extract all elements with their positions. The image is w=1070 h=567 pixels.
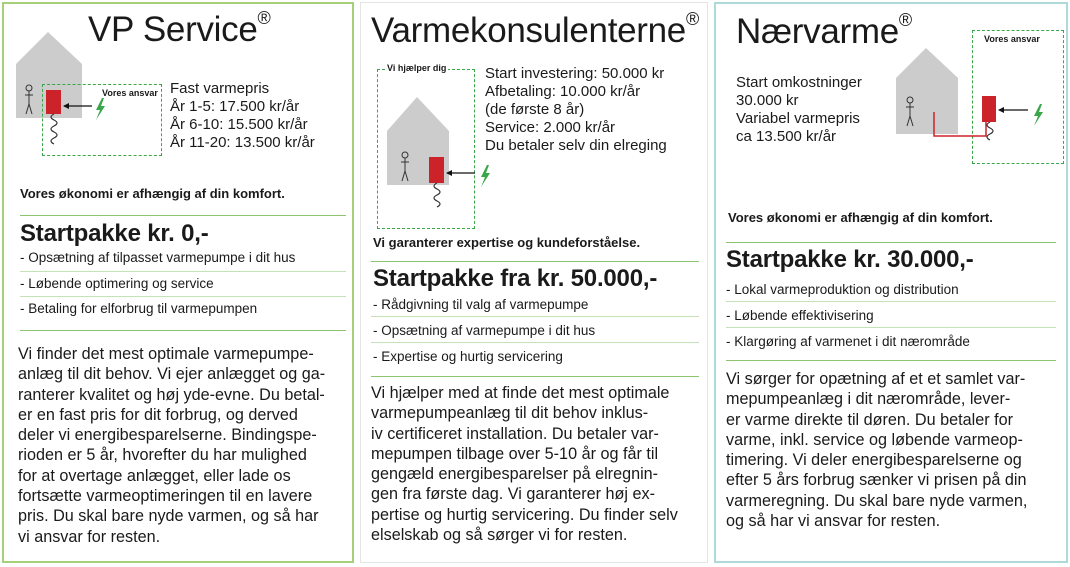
heat-pump-icon	[46, 90, 61, 114]
card-title: VP Service®	[88, 8, 271, 49]
district-pipe	[934, 112, 986, 136]
divider	[20, 296, 346, 297]
bullet-item: - Klargøring af varmenet i dit nærområde	[726, 334, 970, 349]
price-info: Start investering: 50.000 kr Afbetaling: 10.000 kr/år (de første 8 år) Service: 2.000 kr/år Du betaler selv din elreging	[485, 65, 667, 154]
price-info: Fast varmepris År 1-5: 17.500 kr/år År 6-10: 15.500 kr/år År 11-20: 13.500 kr/år	[170, 80, 315, 151]
description: Vi hjælper med at finde det mest optimale varmepumpeanlæg til dit behov inklus- iv certificeret installation. Du betaler var- mepumpen tilbage over 5-10 år og får til gengæld energibesparelser på elregnin- gen fra første dag. Vi garanterer høj ex- pertise og hurtig servicering. Du finder selv elselskab og så sørger vi for resten.	[371, 384, 678, 545]
card-title: Varmekonsulenterne®	[371, 9, 699, 50]
divider	[726, 360, 1056, 361]
heat-pump-icon	[982, 96, 996, 122]
bullet-item: - Løbende effektivisering	[726, 308, 874, 323]
tagline: Vores økonomi er afhængig af din komfort.	[20, 186, 285, 201]
package-title: Startpakke fra kr. 50.000,-	[373, 265, 658, 292]
bullet-item: - Expertise og hurtig servicering	[373, 349, 563, 364]
lightning-icon	[96, 98, 105, 120]
divider	[20, 215, 346, 216]
card-varmekonsulenterne	[360, 2, 708, 563]
heat-pump-icon	[429, 157, 444, 183]
arrow-left-icon	[998, 107, 1028, 113]
ground-coil-icon	[434, 183, 440, 207]
card-vp-service	[2, 2, 354, 563]
divider	[20, 271, 346, 272]
description: Vi finder det mest optimale varmepumpe- anlæg til dit behov. Vi ejer anlægget og ga- ranterer kvalitet og høj yde-evne. Du betal- er en fast pris for dit forbrug, og derved deler vi energibesparelserne. Bindingspe- rioden er 5 år, hvorefter du har mulighed for at overtage anlægget, eller lade os fortsætte varmeoptimeringen til en lavere pris. Du skal bare nyde varmen, og så har vi ansvar for resten.	[18, 345, 326, 546]
package-title: Startpakke kr. 30.000,-	[726, 246, 974, 273]
bullet-item: - Lokal varmeproduktion og distribution	[726, 282, 959, 297]
box-label: Vi hjælper dig	[387, 63, 447, 73]
divider	[371, 376, 699, 377]
package-title: Startpakke kr. 0,-	[20, 220, 209, 247]
bullet-item: - Opsætning af varmepumpe i dit hus	[373, 323, 596, 338]
bullet-item: - Betaling for elforbrug til varmepumpen	[20, 301, 258, 316]
lightning-icon	[481, 165, 490, 187]
card-title: Nærvarme®	[736, 10, 912, 51]
bullet-item: - Løbende optimering og service	[20, 276, 214, 291]
divider	[726, 242, 1056, 243]
price-info: Start omkostninger 30.000 kr Variabel varmepris ca 13.500 kr/år	[736, 74, 862, 145]
bullet-item: - Opsætning af tilpasset varmepumpe i dit hus	[20, 250, 296, 265]
tagline: Vores økonomi er afhængig af din komfort.	[728, 210, 993, 225]
bullet-item: - Rådgivning til valg af varmepumpe	[373, 297, 589, 312]
box-label: Vores ansvar	[984, 34, 1040, 44]
divider	[726, 327, 1056, 328]
divider	[726, 301, 1056, 302]
arrow-left-icon	[63, 103, 92, 109]
ground-coil-icon	[51, 114, 57, 144]
divider	[20, 330, 346, 331]
tagline: Vi garanterer expertise og kundeforståelse.	[373, 235, 641, 250]
arrow-left-icon	[446, 170, 475, 176]
card-naervarme	[714, 2, 1068, 563]
heat-pump-diagram	[42, 84, 162, 156]
divider	[371, 316, 699, 317]
divider	[371, 342, 699, 343]
description: Vi sørger for opætning af et et samlet var- mepumpeanlæg i dit nærområde, lever- er varme direkte til døren. Du betaler for varme, inkl. service og løbende varmeop- timering. Vi deler energibesparelserne og efter 5 års forbrug sænker vi prisen på din varmeregning. Du skal bare nyde varmen, og så har vi ansvar for resten.	[726, 370, 1028, 531]
divider	[371, 261, 699, 262]
ground-coil-icon	[987, 122, 993, 140]
lightning-icon	[1034, 104, 1043, 126]
box-label: Vores ansvar	[102, 88, 158, 98]
heat-pump-diagram	[928, 30, 1064, 164]
